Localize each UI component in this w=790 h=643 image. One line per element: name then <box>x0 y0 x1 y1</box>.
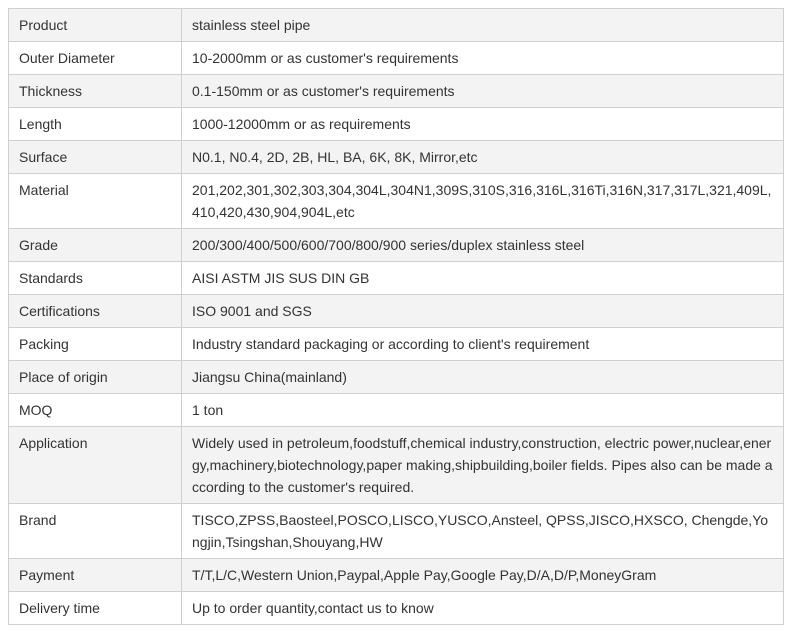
row-label: Outer Diameter <box>9 42 182 75</box>
row-label: Packing <box>9 328 182 361</box>
row-label: Material <box>9 174 182 229</box>
row-value: ISO 9001 and SGS <box>182 295 784 328</box>
row-value: AISI ASTM JIS SUS DIN GB <box>182 262 784 295</box>
table-row <box>9 295 784 328</box>
row-value: Widely used in petroleum,foodstuff,chemical industry,construction, electric power,nuclear,energy,machinery,biotechnology,paper making,shipbuilding,boiler fields. Pipes also can be made according to the customer's required. <box>182 427 784 504</box>
row-value: TISCO,ZPSS,Baosteel,POSCO,LISCO,YUSCO,Ansteel, QPSS,JISCO,HXSCO, Chengde,Yongjin,Tsingshan,Shouyang,HW <box>182 504 784 559</box>
row-label: Standards <box>9 262 182 295</box>
row-value: Industry standard packaging or according to client's requirement <box>182 328 784 361</box>
table-row <box>9 229 784 262</box>
table-row <box>9 108 784 141</box>
table-row <box>9 262 784 295</box>
table-row <box>9 328 784 361</box>
row-label: Delivery time <box>9 592 182 625</box>
row-label: Application <box>9 427 182 504</box>
row-label: Length <box>9 108 182 141</box>
table-row <box>9 394 784 427</box>
table-row <box>9 361 784 394</box>
row-value: 1000-12000mm or as requirements <box>182 108 784 141</box>
table-row <box>9 42 784 75</box>
row-label: Product <box>9 9 182 42</box>
table-row <box>9 592 784 625</box>
table-row <box>9 75 784 108</box>
spec-table <box>8 8 784 625</box>
row-value: 0.1-150mm or as customer's requirements <box>182 75 784 108</box>
row-label: MOQ <box>9 394 182 427</box>
row-value: T/T,L/C,Western Union,Paypal,Apple Pay,Google Pay,D/A,D/P,MoneyGram <box>182 559 784 592</box>
table-row <box>9 559 784 592</box>
row-value: stainless steel pipe <box>182 9 784 42</box>
row-label: Brand <box>9 504 182 559</box>
table-row <box>9 174 784 229</box>
row-label: Certifications <box>9 295 182 328</box>
table-row <box>9 141 784 174</box>
row-value: Jiangsu China(mainland) <box>182 361 784 394</box>
row-value: 201,202,301,302,303,304,304L,304N1,309S,310S,316,316L,316Ti,316N,317,317L,321,409L,410,420,430,904,904L,etc <box>182 174 784 229</box>
table-row <box>9 427 784 504</box>
table-row <box>9 504 784 559</box>
row-value: N0.1, N0.4, 2D, 2B, HL, BA, 6K, 8K, Mirror,etc <box>182 141 784 174</box>
row-value: Up to order quantity,contact us to know <box>182 592 784 625</box>
row-label: Place of origin <box>9 361 182 394</box>
table-row <box>9 9 784 42</box>
row-label: Grade <box>9 229 182 262</box>
row-label: Thickness <box>9 75 182 108</box>
row-value: 200/300/400/500/600/700/800/900 series/duplex stainless steel <box>182 229 784 262</box>
row-label: Surface <box>9 141 182 174</box>
row-value: 1 ton <box>182 394 784 427</box>
row-label: Payment <box>9 559 182 592</box>
row-value: 10-2000mm or as customer's requirements <box>182 42 784 75</box>
